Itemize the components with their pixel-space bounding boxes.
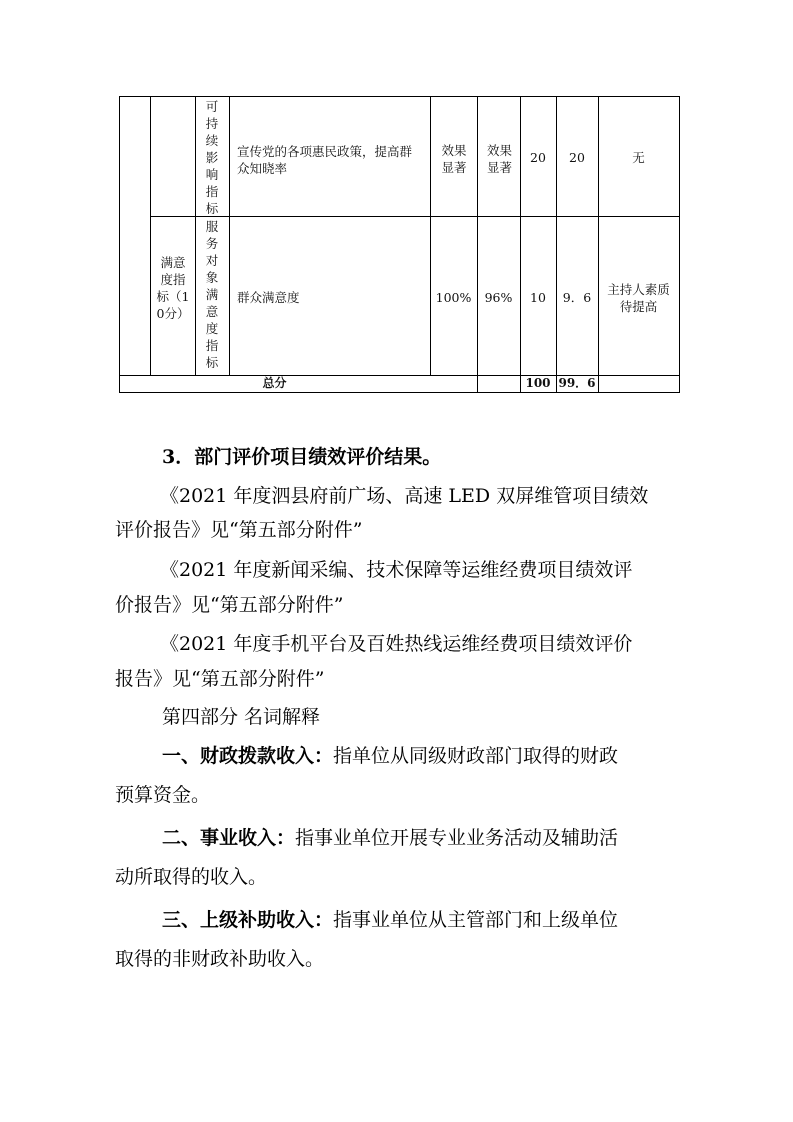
part-4-title: 第四部分 名词解释: [162, 706, 321, 728]
section-3-heading: 3．部门评价项目绩效评价结果。: [162, 446, 442, 468]
weight-cell: 20: [530, 150, 546, 165]
definition-2-term: 二、事业收入：: [162, 827, 296, 849]
definition-2-line-1: [162, 826, 618, 850]
definition-3-line-2: 取得的非财政补助收入。: [115, 948, 325, 970]
report-2-line-2: 价报告》见“第五部分附件”: [115, 594, 344, 616]
report-2-line-1: 《2021 年度新闻采编、技术保障等运维经费项目绩效评: [160, 559, 633, 581]
indicator-level3-cell: 服务对象满意度指标: [205, 219, 219, 370]
weight-cell: 10: [530, 290, 546, 305]
note-cell: 主持人素质待提高: [607, 282, 670, 314]
indicator-level2-cell: 满意度指标（10分）: [156, 255, 190, 321]
score-cell: 9．6: [562, 290, 592, 305]
total-weight: 100: [525, 376, 551, 390]
score-cell: 20: [569, 150, 585, 165]
definition-1-line-2: 预算资金。: [115, 784, 211, 806]
definition-1-text: 指单位从同级财政部门取得的财政: [333, 745, 619, 767]
total-label: 总分: [262, 376, 287, 390]
definition-1-line-1: [162, 744, 618, 768]
report-3-line-2: 报告》见“第五部分附件”: [115, 668, 325, 690]
indicator-level3-cell: 可持续影响指标: [205, 99, 219, 216]
note-cell: 无: [632, 150, 645, 165]
definition-3-line-1: [162, 908, 618, 932]
definition-3-text: 指事业单位从主管部门和上级单位: [333, 909, 619, 931]
report-1-line-2: 评价报告》见“第五部分附件”: [115, 519, 363, 541]
definition-1-term: 一、财政拨款收入：: [162, 745, 334, 767]
target-value-cell: 效果显著: [441, 143, 467, 175]
report-1-line-1: 《2021 年度泗县府前广场、高速 LED 双屏维管项目绩效: [160, 485, 649, 507]
report-3-line-1: 《2021 年度手机平台及百姓热线运维经费项目绩效评价: [160, 633, 633, 655]
indicator-description-cell: 群众满意度: [237, 290, 300, 305]
target-value-cell: 100%: [435, 290, 472, 305]
definition-2-line-2: 动所取得的收入。: [115, 866, 268, 888]
indicator-description-cell: 宣传党的各项惠民政策，提高群众知晓率: [237, 144, 413, 176]
definition-2-text: 指事业单位开展专业业务活动及辅助活: [295, 827, 619, 849]
actual-value-cell: 效果显著: [486, 143, 512, 175]
definition-3-term: 三、上级补助收入：: [162, 909, 334, 931]
actual-value-cell: 96%: [484, 290, 513, 305]
total-score: 99．6: [558, 376, 596, 390]
